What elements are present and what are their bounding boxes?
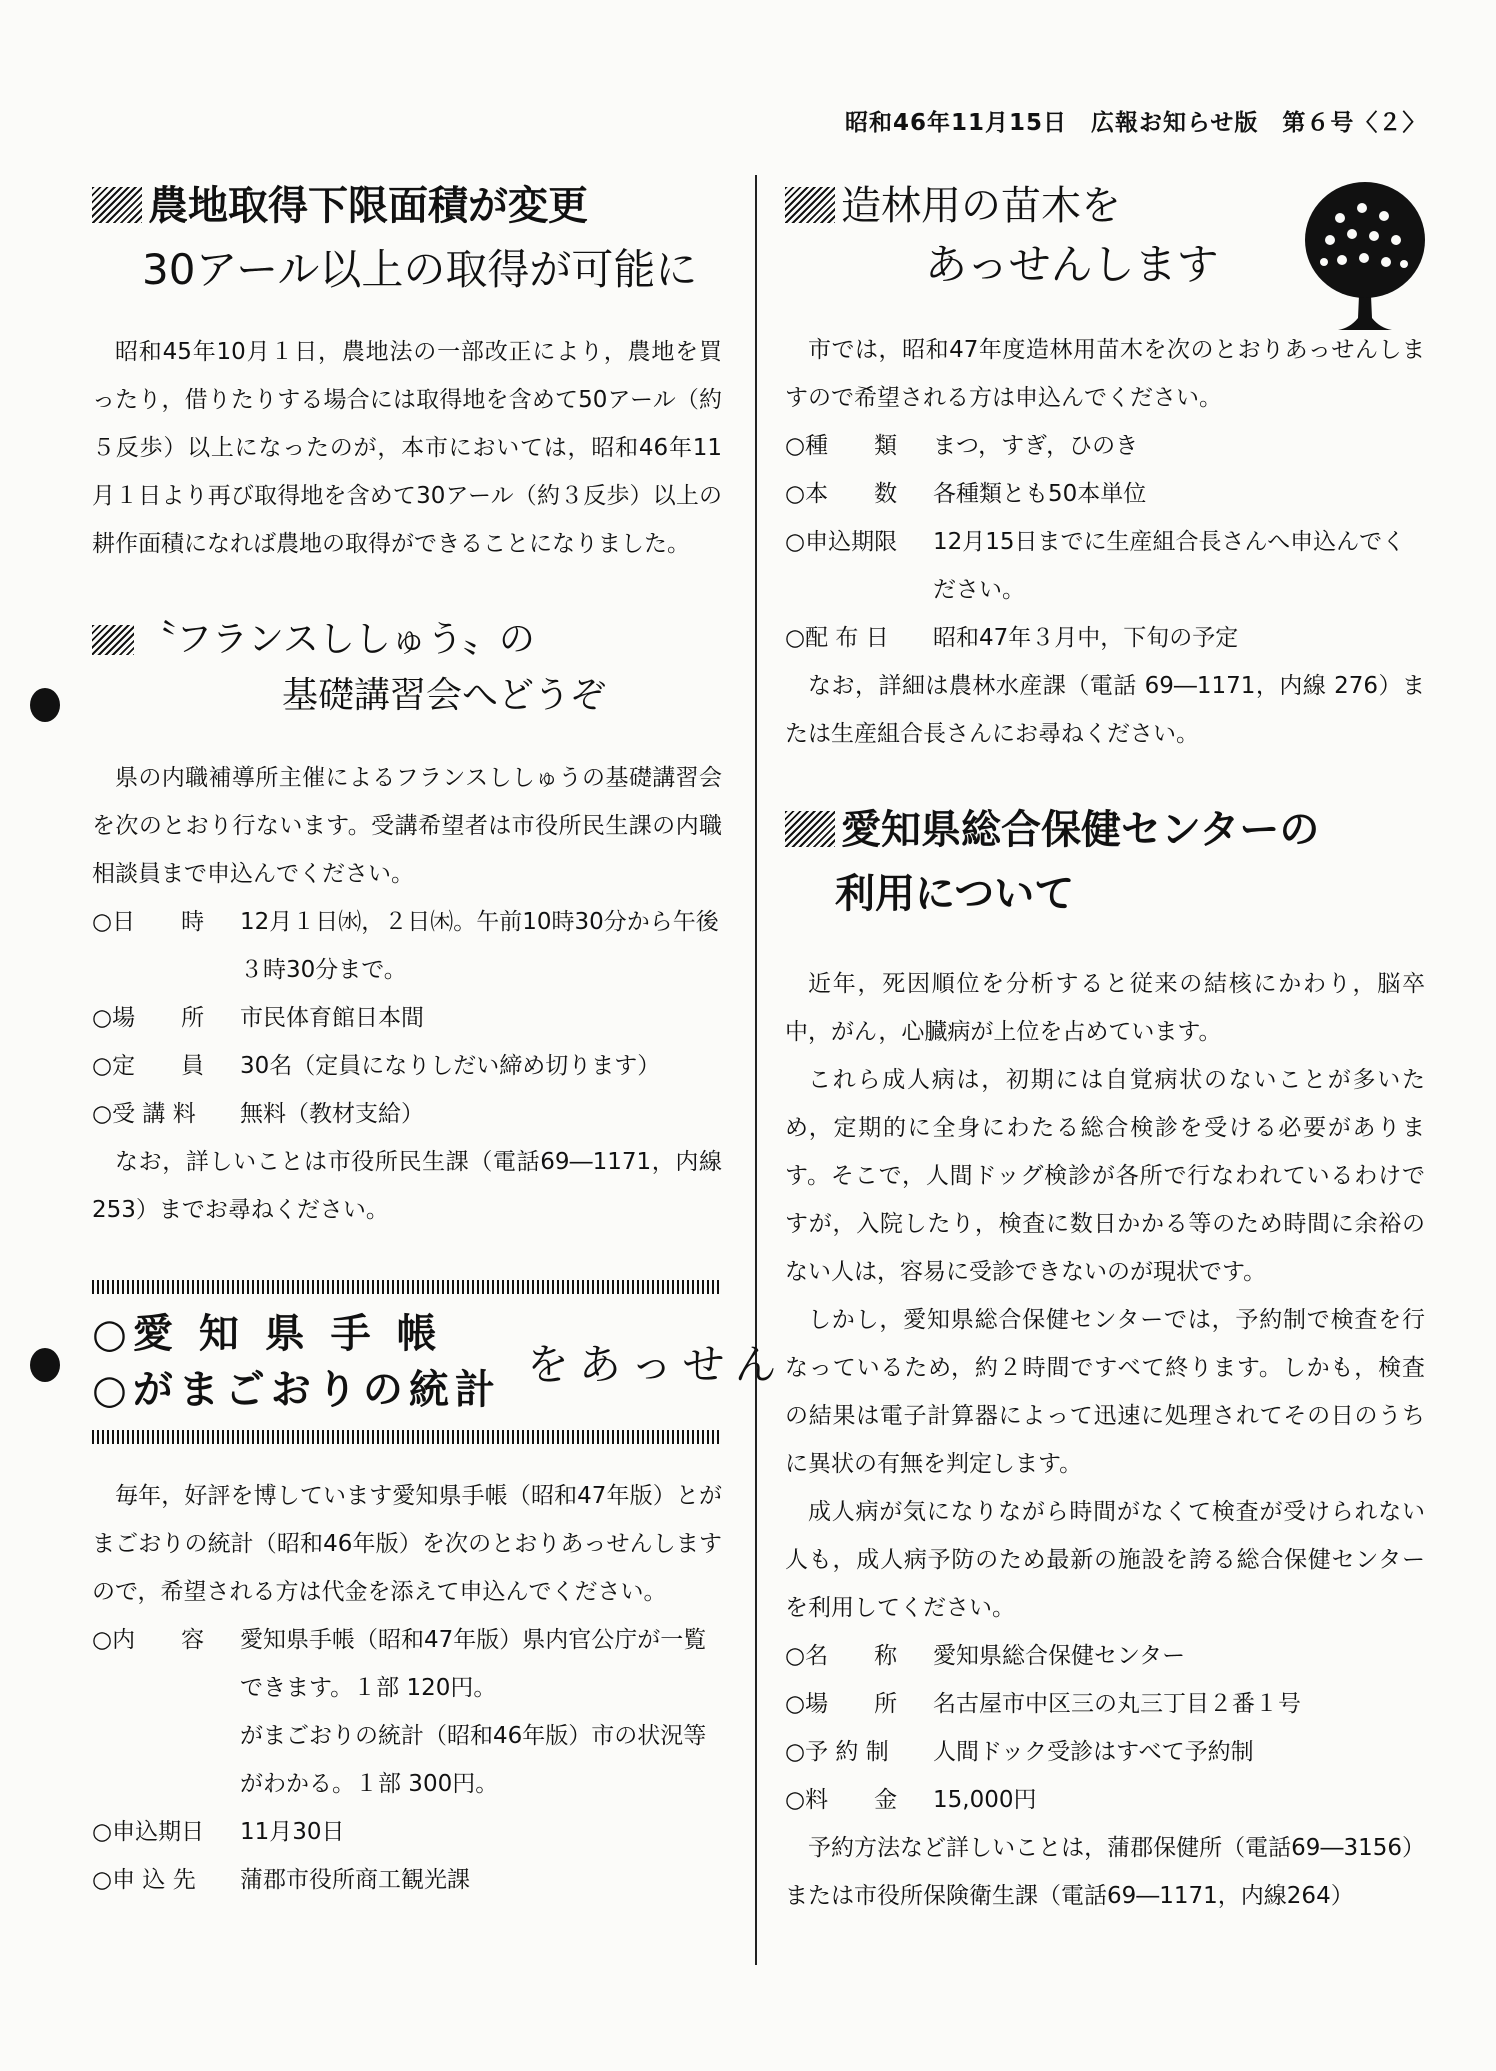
article-title: 造林用の苗木を (785, 180, 1425, 232)
article-health-center (785, 804, 1425, 1920)
article-paragraph: 近年，死因順位を分析すると従来の結核にかわり，脳卒中，がん，心臓病が上位を占めています。 (785, 971, 1425, 1045)
title-line: ○がまごおりの統計 (92, 1367, 501, 1413)
article-handbook (92, 1280, 787, 1904)
info-item: ○種 類 まつ，すぎ，ひのき (785, 433, 1139, 459)
divider-stripe (92, 1280, 722, 1294)
info-item: ○料 金 15,000円 (785, 1787, 1037, 1813)
info-item: がまごおりの統計（昭和46年版）市の状況等がわかる。１部 300円。 (240, 1723, 707, 1797)
info-item: ○名 称 愛知県総合保健センター (785, 1643, 1186, 1669)
article-note: 予約方法など詳しいことは，蒲郡保健所（電話69―3156）または市役所保険衛生課（電話69―1171，内線264） (785, 1835, 1425, 1909)
hatch-icon (92, 625, 134, 655)
article-note: なお，詳しいことは市役所民生課（電話69―1171，内線 253）までお尋ねください。 (92, 1149, 722, 1223)
info-item: ○本 数 各種類とも50本単位 (785, 481, 1147, 507)
info-item: ○場 所 市民体育館日本間 (92, 1005, 424, 1031)
article-title: 〝フランスししゅう〟の (92, 614, 722, 666)
article-paragraph: しかし，愛知県総合保健センターでは，予約制で検査を行なっているため，約２時間ですべて終ります。しかも，検査の結果は電子計算器によって迅速に処理されてその日のうちに異状の有無を判定します。 (785, 1307, 1425, 1477)
right-column (785, 180, 1425, 1920)
article-subtitle: 30アール以上の取得が可能に (142, 245, 698, 294)
info-item: ○配 布 日 昭和47年３月中，下旬の予定 (785, 625, 1239, 651)
punch-hole-icon (30, 688, 60, 722)
boxed-title (92, 1294, 787, 1430)
article-body: 市では，昭和47年度造林用苗木を次のとおりあっせんしますので希望される方は申込んでください。 (785, 337, 1425, 411)
column-divider (755, 175, 757, 1965)
divider-stripe (92, 1430, 722, 1444)
info-item: ○定 員 30名（定員になりしだい締め切ります） (92, 1053, 661, 1079)
info-item: ○申 込 先 蒲郡市役所商工観光課 (92, 1867, 470, 1893)
article-title: 農地取得下限面積が変更 (92, 180, 722, 232)
article-title-line2: 利用について (835, 871, 1075, 917)
info-item: ○申込期日 11月30日 (92, 1819, 345, 1845)
hatch-icon (785, 187, 835, 223)
article-paragraph: これら成人病は，初期には自覚病状のないことが多いため，定期的に全身にわたる総合検診を受ける必要があります。そこで，人間ドッグ検診が各所で行なわれているわけですが，入院したり，検査に数日かかる等のため時間に余裕のない人は，容易に受診できないのが現状です。 (785, 1067, 1426, 1285)
article-embroidery (92, 614, 722, 1234)
article-title-line2: あっせんします (925, 240, 1219, 289)
masthead: 昭和46年11月15日 広報お知らせ版 第６号〈２〉 (845, 110, 1427, 136)
hatch-icon (92, 187, 142, 223)
info-item: ○申込期限 12月15日までに生産組合長さんへ申込んでください。 (785, 529, 1406, 603)
article-farmland (92, 180, 722, 568)
punch-hole-icon (30, 1348, 60, 1382)
hatch-icon (785, 811, 835, 847)
article-paragraph: 成人病が気になりながら時間がなくて検査が受けられない人も，成人病予防のため最新の施設を誇る総合保健センターを利用してください。 (785, 1499, 1425, 1621)
title-tail: をあっせん (526, 1340, 787, 1389)
article-seedlings (785, 180, 1425, 758)
title-line: ○愛 知 県 手 帳 (92, 1311, 443, 1357)
info-item: ○受 講 料 無料（教材支給） (92, 1101, 424, 1127)
article-note: なお，詳細は農林水産課（電話 69―1171，内線 276）または生産組合長さんにお尋ねください。 (785, 673, 1425, 747)
left-column (92, 180, 787, 1904)
info-item: ○日 時 12月１日㈬，２日㈭。午前10時30分から午後３時30分まで。 (92, 909, 719, 983)
info-item: ○場 所 名古屋市中区三の丸三丁目２番１号 (785, 1691, 1301, 1717)
info-item: ○予 約 制 人間ドック受診はすべて予約制 (785, 1739, 1254, 1765)
article-title-line2: 基礎講習会へどうぞ (282, 675, 607, 716)
article-body: 県の内職補導所主催によるフランスししゅうの基礎講習会を次のとおり行ないます。受講希望者は市役所民生課の内職相談員まで申込んでください。 (92, 765, 722, 887)
article-body: 毎年，好評を博しています愛知県手帳（昭和47年版）とがまごおりの統計（昭和46年版）を次のとおりあっせんしますので，希望される方は代金を添えて申込んでください。 (92, 1483, 722, 1605)
info-item: ○内 容 愛知県手帳（昭和47年版）県内官公庁が一覧できます。１部 120円。 (92, 1627, 707, 1701)
article-title: 愛知県総合保健センターの (785, 804, 1425, 856)
article-body: 昭和45年10月１日，農地法の一部改正により，農地を買ったり，借りたりする場合には取得地を含めて50アール（約５反歩）以上になったのが，本市においては，昭和46年11月１日より再び取得地を含めて30アール（約３反歩）以上の耕作面積になれば農地の取得ができることになりました。 (92, 339, 722, 557)
